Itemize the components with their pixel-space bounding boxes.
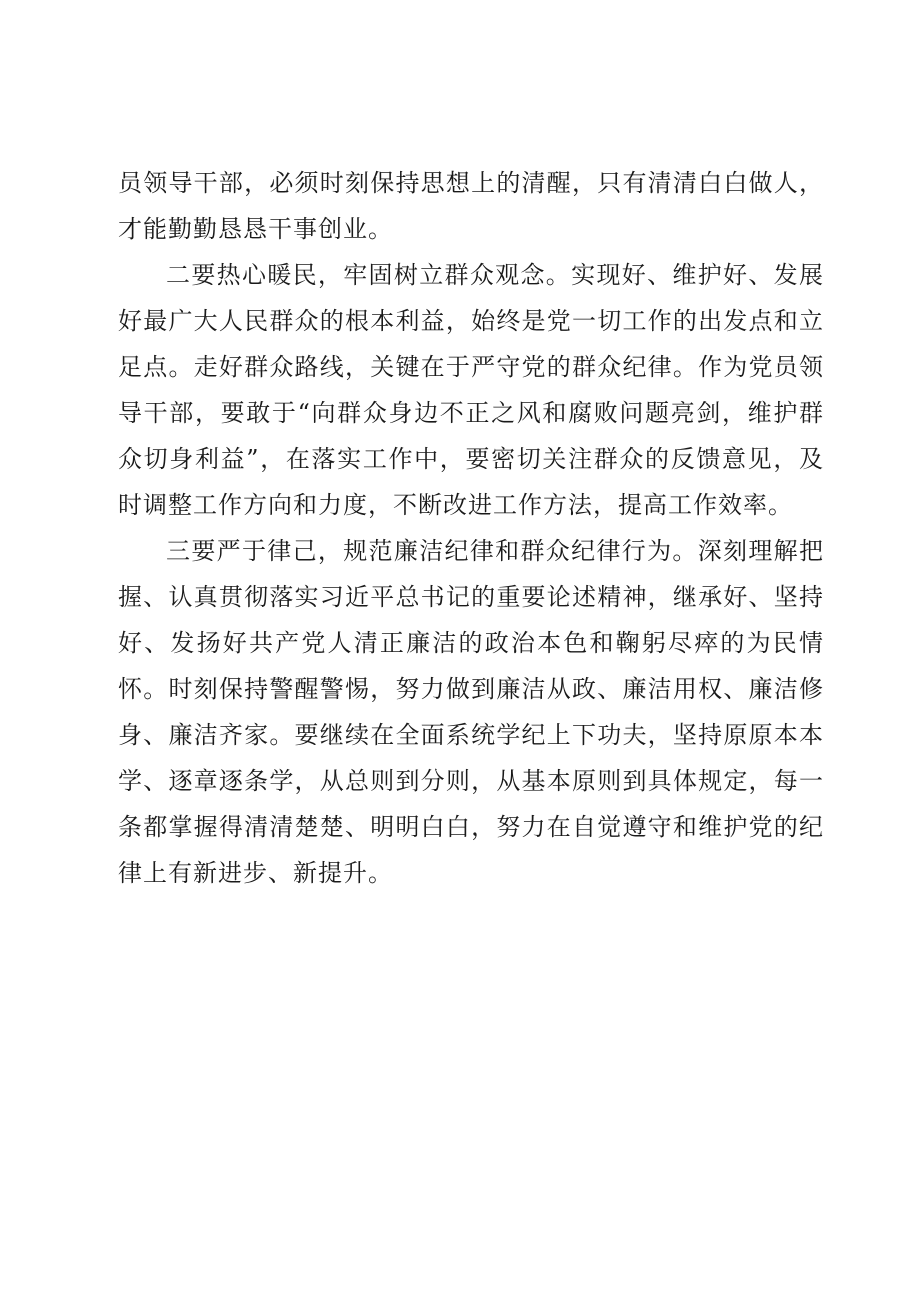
document-body — [118, 160, 824, 896]
paragraph-point-three: 三要严于律己，规范廉洁纪律和群众纪律行为。深刻理解把握、认真贯彻落实习近平总书记的重要论述精神，继承好、坚持好、发扬好共产党人清正廉洁的政治本色和鞠躬尽瘁的为民情怀。时刻保持警醒警惕，努力做到廉洁从政、廉洁用权、廉洁修身、廉洁齐家。要继续在全面系统学纪上下功夫，坚持原原本本学、逐章逐条学，从总则到分则，从基本原则到具体规定，每一条都掌握得清清楚楚、明明白白，努力在自觉遵守和维护党的纪律上有新进步、新提升。 — [118, 537, 824, 887]
paragraph-continuation: 员领导干部，必须时刻保持思想上的清醒，只有清清白白做人，才能勤勤恳恳干事创业。 — [118, 169, 824, 243]
paragraph-point-two: 二要热心暖民，牢固树立群众观念。实现好、维护好、发展好最广大人民群众的根本利益，始终是党一切工作的出发点和立足点。走好群众路线，关键在于严守党的群众纪律。作为党员领导干部，要敢于“向群众身边不正之风和腐败问题亮剑，维护群众切身利益”，在落实工作中，要密切关注群众的反馈意见，及时调整工作方向和力度，不断改进工作方法，提高工作效率。 — [118, 261, 824, 519]
